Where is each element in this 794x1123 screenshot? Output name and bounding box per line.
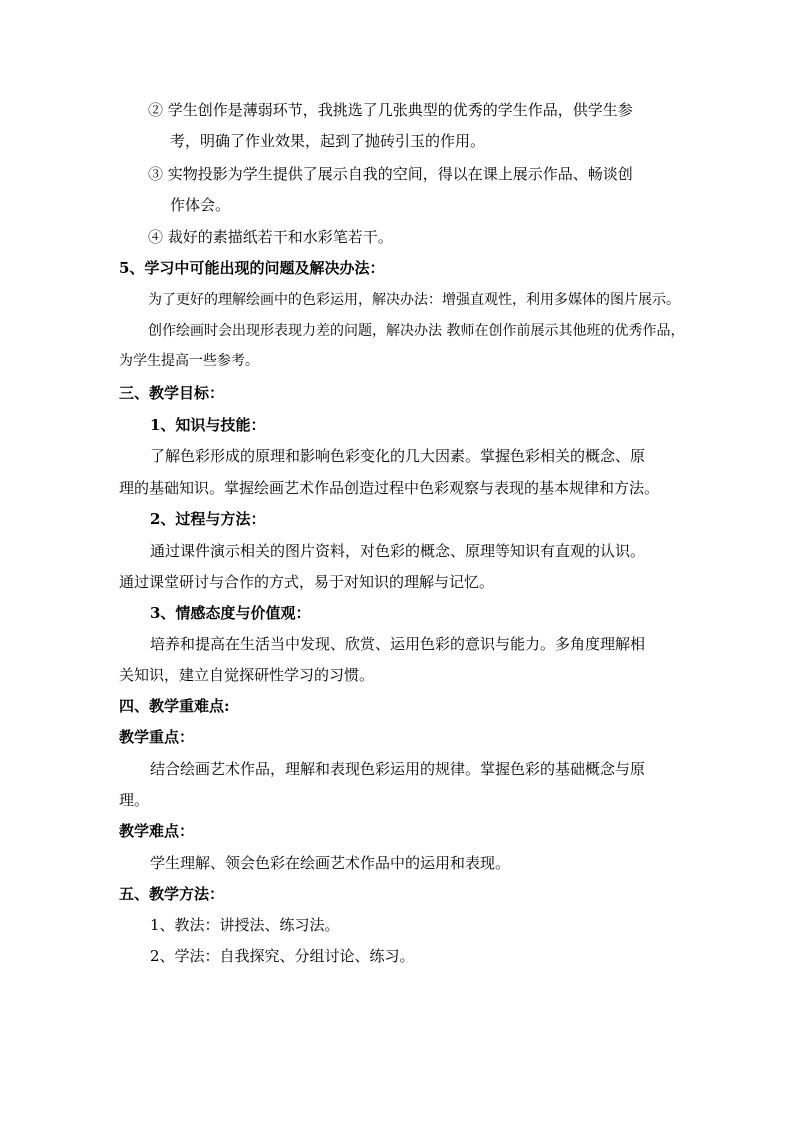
paragraph-line: 为学生提高一些参考。 bbox=[119, 353, 259, 369]
section-heading-methods: 五、教学方法： bbox=[119, 885, 225, 903]
section-heading-problems: 5、学习中可能出现的问题及解决办法： bbox=[119, 259, 385, 277]
list-item-3: ③ 实物投影为学生提供了展示自我的空间，得以在课上展示作品、畅谈创 bbox=[148, 165, 633, 183]
subheading-process-methods: 2、过程与方法： bbox=[150, 510, 266, 528]
paragraph-line: 关知识，建立自觉探研性学习的习惯。 bbox=[119, 666, 375, 684]
paragraph-line: 理的基础知识。掌握绘画艺术作品创造过程中色彩观察与表现的基本规律和方法。 bbox=[119, 479, 660, 497]
list-item-3-continued: 作体会。 bbox=[170, 196, 231, 214]
list-item-2-continued: 考，明确了作业效果，起到了抛砖引玉的作用。 bbox=[170, 132, 486, 150]
subheading-attitude-values: 3、情感态度与价值观： bbox=[150, 604, 311, 622]
paragraph-line: 培养和提高在生活当中发现、欣赏、运用色彩的意识与能力。多角度理解相 bbox=[150, 635, 646, 653]
list-item-2: ② 学生创作是薄弱环节，我挑选了几张典型的优秀的学生作品，供学生参 bbox=[148, 101, 633, 119]
paragraph-line: 了解色彩形成的原理和影响色彩变化的几大因素。掌握色彩相关的概念、原 bbox=[150, 447, 646, 465]
paragraph-line: 结合绘画艺术作品，理解和表现色彩运用的规律。掌握色彩的基础概念与原 bbox=[150, 760, 646, 778]
subheading-knowledge-skills: 1、知识与技能： bbox=[150, 416, 266, 434]
paragraph-line: 学生理解、领会色彩在绘画艺术作品中的运用和表现。 bbox=[150, 854, 511, 872]
subheading-teaching-focus: 教学重点： bbox=[119, 728, 195, 746]
paragraph-line: 通过课件演示相关的图片资料，对色彩的概念、原理等知识有直观的认识。 bbox=[150, 542, 646, 560]
list-item-learning-method: 2、学法：自我探究、分组讨论、练习。 bbox=[150, 947, 415, 965]
paragraph-line: 创作绘画时会出现形表现力差的问题，解决办法 教师在创作前展示其他班的优秀作品， bbox=[148, 323, 685, 339]
list-item-4: ④ 裁好的素描纸若干和水彩笔若干。 bbox=[148, 228, 393, 246]
paragraph-line: 理。 bbox=[119, 791, 150, 809]
section-heading-objectives: 三、教学目标： bbox=[119, 384, 225, 402]
paragraph-line: 通过课堂研讨与合作的方式，易于对知识的理解与记忆。 bbox=[119, 573, 495, 591]
paragraph-line: 为了更好的理解绘画中的色彩运用，解决办法：增强直观性，利用多媒体的图片展示。 bbox=[148, 292, 680, 308]
list-item-teaching-method: 1、教法：讲授法、练习法。 bbox=[150, 916, 340, 934]
section-heading-key-points: 四、教学重难点: bbox=[119, 697, 230, 715]
subheading-teaching-difficulty: 教学难点： bbox=[119, 822, 195, 840]
